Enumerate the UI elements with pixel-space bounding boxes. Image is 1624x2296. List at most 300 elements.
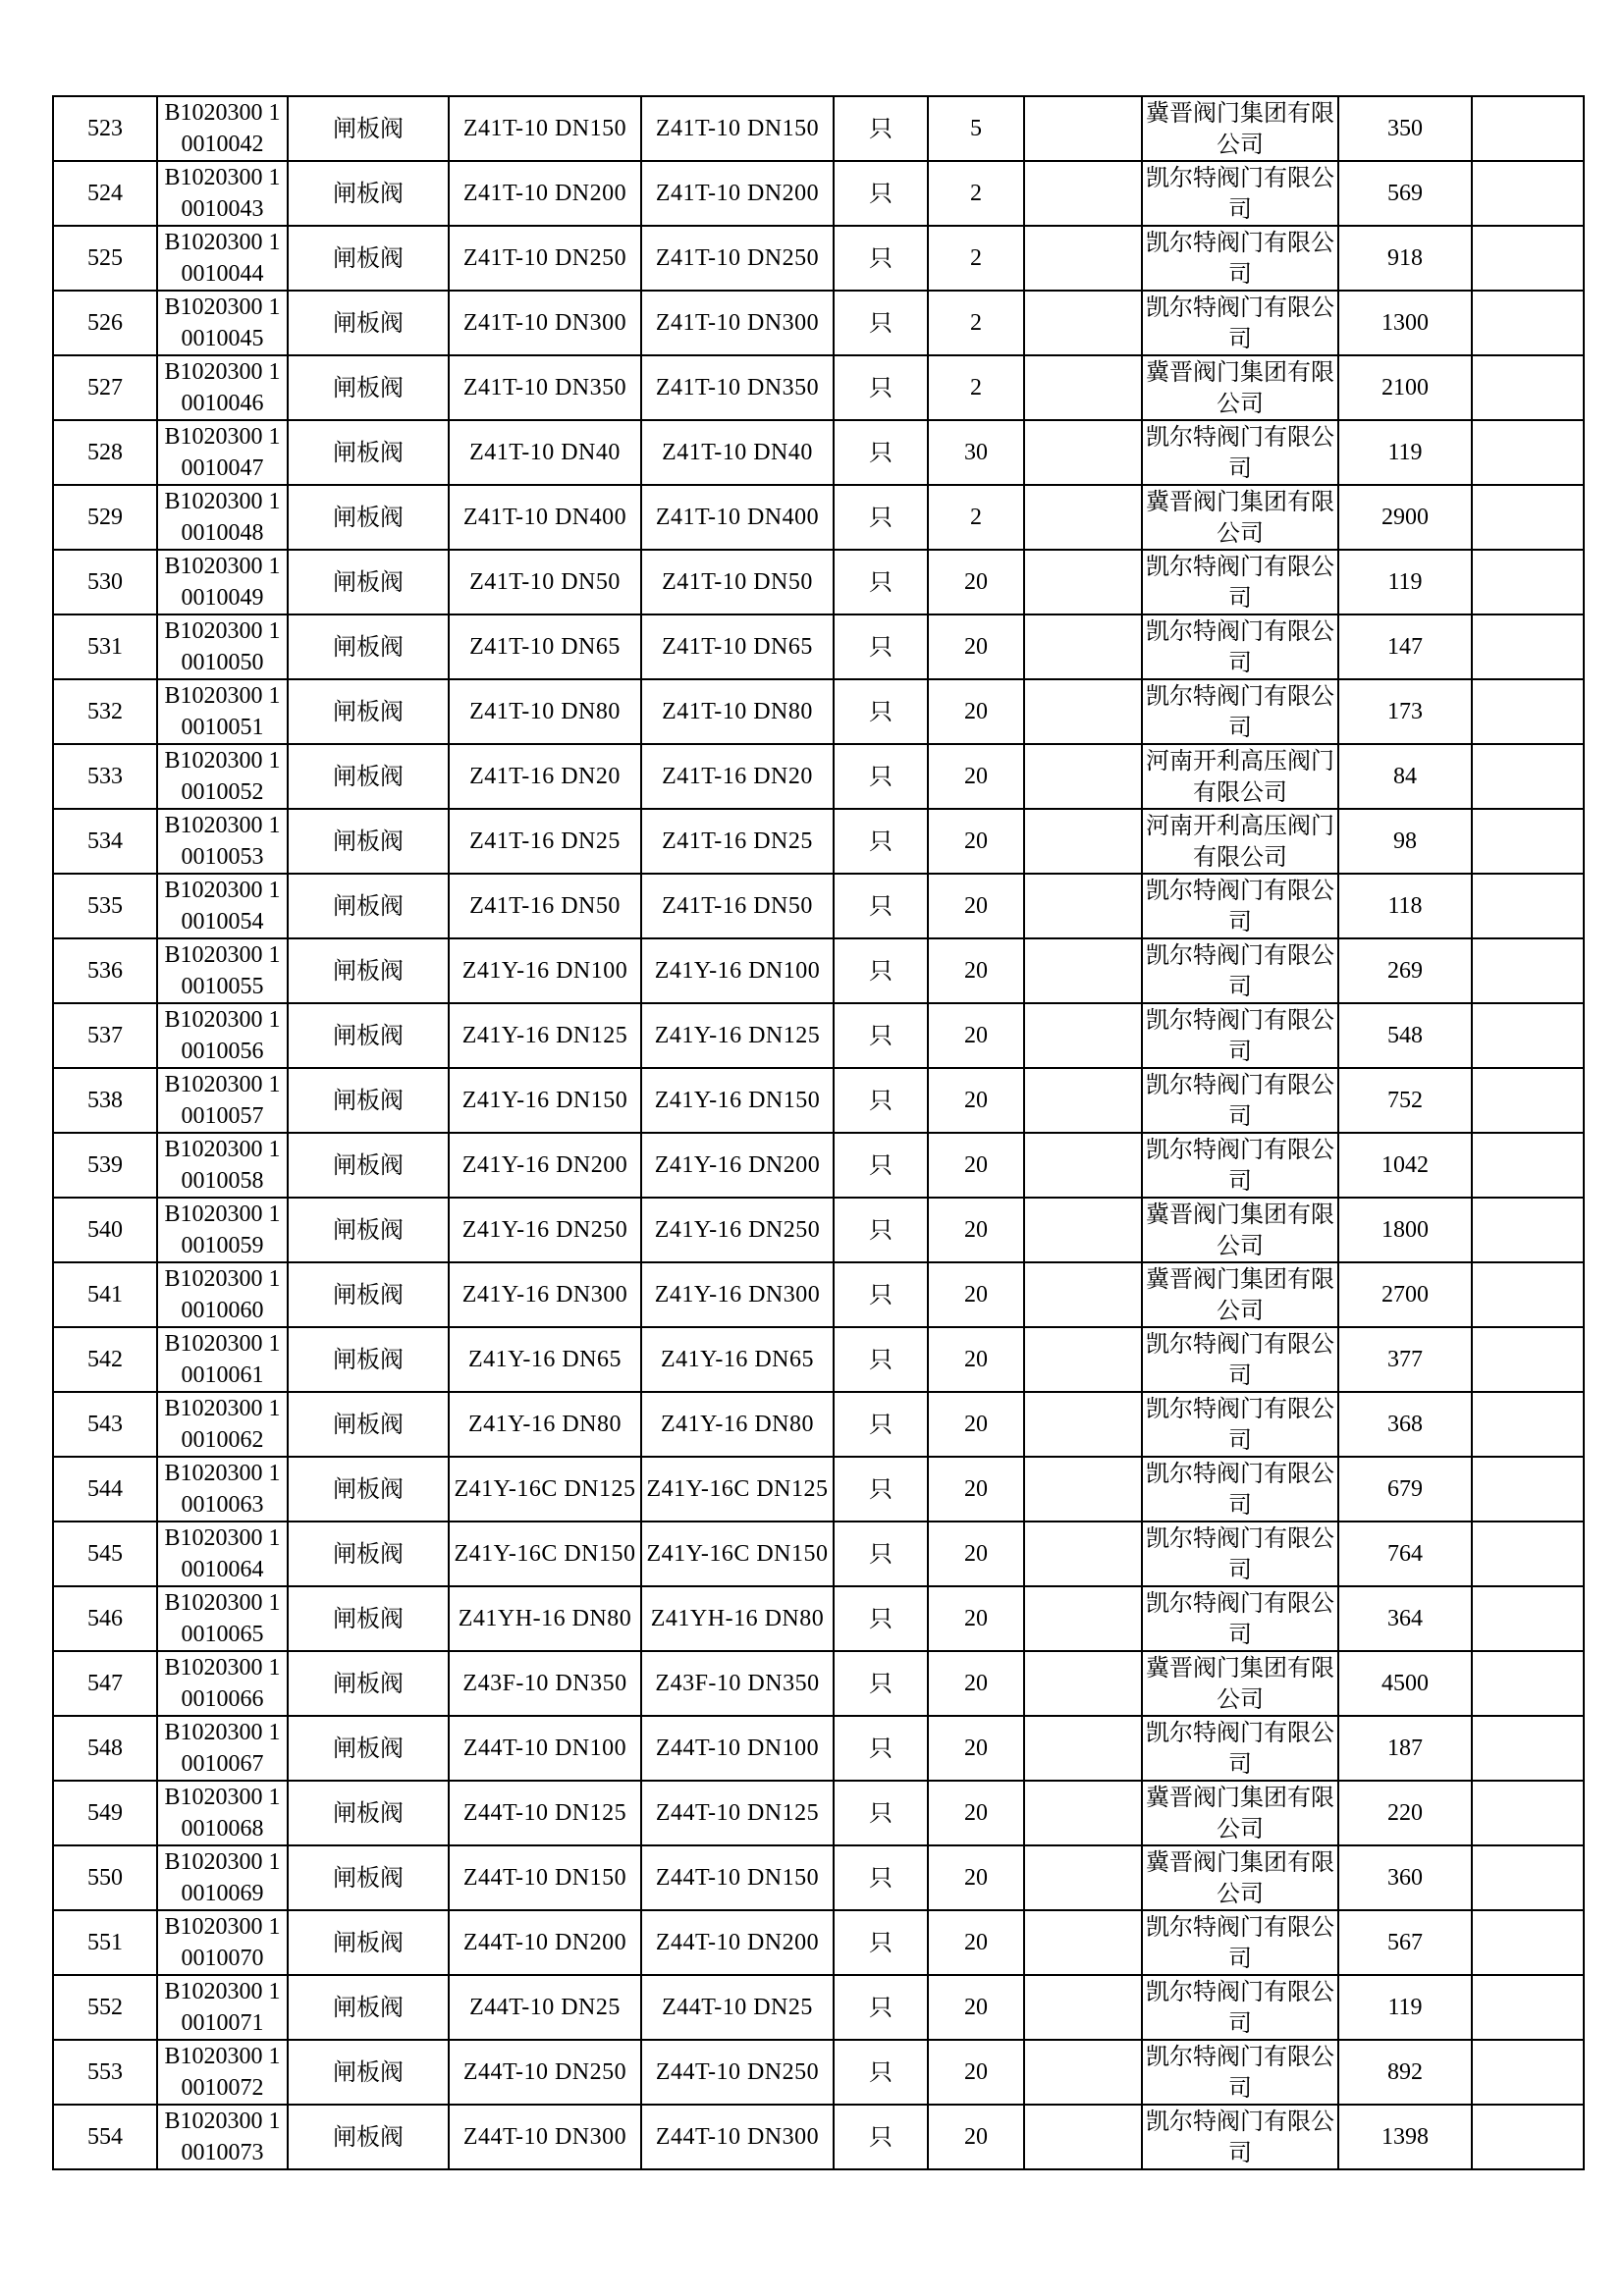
row-number-cell: 547 (53, 1651, 157, 1716)
supplier-name-cell: 冀晋阀门集团有限公司 (1142, 1651, 1338, 1716)
supplier-name-cell: 凯尔特阀门有限公司 (1142, 938, 1338, 1003)
supplier-name-cell: 冀晋阀门集团有限公司 (1142, 96, 1338, 161)
remark-cell (1024, 1975, 1142, 2040)
supplier-name-cell: 凯尔特阀门有限公司 (1142, 1910, 1338, 1975)
table-row (53, 1392, 1584, 1457)
extra-column-cell (1472, 1586, 1584, 1651)
model-number-cell: Z41T-10 DN40 (641, 420, 834, 485)
row-number-cell: 552 (53, 1975, 157, 2040)
quantity-cell: 20 (928, 1133, 1024, 1198)
item-name-cell: 闸板阀 (288, 1327, 449, 1392)
table-body (53, 96, 1584, 2169)
extra-column-cell (1472, 355, 1584, 420)
unit-cell: 只 (834, 226, 928, 291)
supplier-name-cell: 凯尔特阀门有限公司 (1142, 420, 1338, 485)
row-number-cell: 538 (53, 1068, 157, 1133)
row-number-cell: 542 (53, 1327, 157, 1392)
remark-cell (1024, 809, 1142, 874)
supplier-name-cell: 凯尔特阀门有限公司 (1142, 550, 1338, 614)
quantity-cell: 20 (928, 874, 1024, 938)
table-row (53, 1716, 1584, 1781)
remark-cell (1024, 1781, 1142, 1845)
unit-price-cell: 119 (1338, 420, 1472, 485)
material-code-cell: B1020300 10010056 (157, 1003, 288, 1068)
unit-cell: 只 (834, 1327, 928, 1392)
specification-cell: Z41T-10 DN80 (449, 679, 641, 744)
quantity-cell: 20 (928, 1457, 1024, 1522)
item-name-cell: 闸板阀 (288, 161, 449, 226)
extra-column-cell (1472, 161, 1584, 226)
supplier-name-cell: 凯尔特阀门有限公司 (1142, 2105, 1338, 2169)
row-number-cell: 543 (53, 1392, 157, 1457)
row-number-cell: 527 (53, 355, 157, 420)
item-name-cell: 闸板阀 (288, 1133, 449, 1198)
remark-cell (1024, 550, 1142, 614)
row-number-cell: 545 (53, 1522, 157, 1586)
material-code-cell: B1020300 10010048 (157, 485, 288, 550)
remark-cell (1024, 1457, 1142, 1522)
unit-cell: 只 (834, 1522, 928, 1586)
extra-column-cell (1472, 1975, 1584, 2040)
specification-cell: Z41T-10 DN50 (449, 550, 641, 614)
extra-column-cell (1472, 1457, 1584, 1522)
unit-cell: 只 (834, 614, 928, 679)
extra-column-cell (1472, 226, 1584, 291)
model-number-cell: Z44T-10 DN200 (641, 1910, 834, 1975)
supplier-name-cell: 凯尔特阀门有限公司 (1142, 1392, 1338, 1457)
extra-column-cell (1472, 679, 1584, 744)
row-number-cell: 532 (53, 679, 157, 744)
table-row (53, 1975, 1584, 2040)
model-number-cell: Z44T-10 DN300 (641, 2105, 834, 2169)
material-code-cell: B1020300 10010061 (157, 1327, 288, 1392)
item-name-cell: 闸板阀 (288, 1392, 449, 1457)
item-name-cell: 闸板阀 (288, 1781, 449, 1845)
unit-cell: 只 (834, 1975, 928, 2040)
remark-cell (1024, 2105, 1142, 2169)
model-number-cell: Z41Y-16C DN125 (641, 1457, 834, 1522)
extra-column-cell (1472, 1392, 1584, 1457)
material-code-cell: B1020300 10010057 (157, 1068, 288, 1133)
table-row (53, 1262, 1584, 1327)
material-code-cell: B1020300 10010050 (157, 614, 288, 679)
remark-cell (1024, 1133, 1142, 1198)
unit-price-cell: 2100 (1338, 355, 1472, 420)
unit-price-cell: 350 (1338, 96, 1472, 161)
unit-price-cell: 764 (1338, 1522, 1472, 1586)
table-row (53, 420, 1584, 485)
model-number-cell: Z41T-10 DN350 (641, 355, 834, 420)
table-row (53, 874, 1584, 938)
item-name-cell: 闸板阀 (288, 226, 449, 291)
specification-cell: Z41YH-16 DN80 (449, 1586, 641, 1651)
row-number-cell: 548 (53, 1716, 157, 1781)
item-name-cell: 闸板阀 (288, 550, 449, 614)
item-name-cell: 闸板阀 (288, 2105, 449, 2169)
material-code-cell: B1020300 10010049 (157, 550, 288, 614)
remark-cell (1024, 1716, 1142, 1781)
material-code-cell: B1020300 10010064 (157, 1522, 288, 1586)
quantity-cell: 20 (928, 1586, 1024, 1651)
quantity-cell: 20 (928, 679, 1024, 744)
quantity-cell: 20 (928, 1716, 1024, 1781)
supplier-name-cell: 凯尔特阀门有限公司 (1142, 874, 1338, 938)
table-row (53, 355, 1584, 420)
quantity-cell: 2 (928, 291, 1024, 355)
unit-price-cell: 4500 (1338, 1651, 1472, 1716)
item-name-cell: 闸板阀 (288, 874, 449, 938)
material-code-cell: B1020300 10010053 (157, 809, 288, 874)
supplier-name-cell: 河南开利高压阀门有限公司 (1142, 744, 1338, 809)
table-row (53, 1845, 1584, 1910)
supplier-name-cell: 凯尔特阀门有限公司 (1142, 1457, 1338, 1522)
specification-cell: Z41Y-16 DN125 (449, 1003, 641, 1068)
remark-cell (1024, 1392, 1142, 1457)
unit-price-cell: 98 (1338, 809, 1472, 874)
supplier-name-cell: 凯尔特阀门有限公司 (1142, 1586, 1338, 1651)
remark-cell (1024, 744, 1142, 809)
supplier-name-cell: 凯尔特阀门有限公司 (1142, 1975, 1338, 2040)
table-row (53, 226, 1584, 291)
unit-cell: 只 (834, 809, 928, 874)
quantity-cell: 20 (928, 2105, 1024, 2169)
supplier-name-cell: 凯尔特阀门有限公司 (1142, 614, 1338, 679)
model-number-cell: Z44T-10 DN100 (641, 1716, 834, 1781)
model-number-cell: Z41Y-16C DN150 (641, 1522, 834, 1586)
remark-cell (1024, 614, 1142, 679)
unit-cell: 只 (834, 1392, 928, 1457)
table-row (53, 161, 1584, 226)
quantity-cell: 20 (928, 1522, 1024, 1586)
supplier-name-cell: 冀晋阀门集团有限公司 (1142, 485, 1338, 550)
specification-cell: Z44T-10 DN100 (449, 1716, 641, 1781)
material-code-cell: B1020300 10010052 (157, 744, 288, 809)
material-code-cell: B1020300 10010065 (157, 1586, 288, 1651)
model-number-cell: Z41T-10 DN200 (641, 161, 834, 226)
specification-cell: Z44T-10 DN150 (449, 1845, 641, 1910)
row-number-cell: 540 (53, 1198, 157, 1262)
table-row (53, 938, 1584, 1003)
item-name-cell: 闸板阀 (288, 1003, 449, 1068)
item-name-cell: 闸板阀 (288, 96, 449, 161)
row-number-cell: 554 (53, 2105, 157, 2169)
model-number-cell: Z41T-10 DN50 (641, 550, 834, 614)
supplier-name-cell: 冀晋阀门集团有限公司 (1142, 355, 1338, 420)
specification-cell: Z41Y-16 DN200 (449, 1133, 641, 1198)
specification-cell: Z43F-10 DN350 (449, 1651, 641, 1716)
material-code-cell: B1020300 10010063 (157, 1457, 288, 1522)
table-row (53, 809, 1584, 874)
extra-column-cell (1472, 1651, 1584, 1716)
material-code-cell: B1020300 10010058 (157, 1133, 288, 1198)
model-number-cell: Z41T-16 DN20 (641, 744, 834, 809)
unit-cell: 只 (834, 1457, 928, 1522)
supplier-name-cell: 冀晋阀门集团有限公司 (1142, 1198, 1338, 1262)
unit-cell: 只 (834, 2040, 928, 2105)
specification-cell: Z41T-10 DN150 (449, 96, 641, 161)
unit-cell: 只 (834, 161, 928, 226)
unit-price-cell: 220 (1338, 1781, 1472, 1845)
unit-price-cell: 364 (1338, 1586, 1472, 1651)
specification-cell: Z41Y-16 DN300 (449, 1262, 641, 1327)
row-number-cell: 525 (53, 226, 157, 291)
quantity-cell: 20 (928, 1781, 1024, 1845)
supplier-name-cell: 凯尔特阀门有限公司 (1142, 1327, 1338, 1392)
extra-column-cell (1472, 744, 1584, 809)
model-number-cell: Z41Y-16 DN100 (641, 938, 834, 1003)
supplier-name-cell: 凯尔特阀门有限公司 (1142, 1068, 1338, 1133)
supplier-name-cell: 凯尔特阀门有限公司 (1142, 2040, 1338, 2105)
item-name-cell: 闸板阀 (288, 1586, 449, 1651)
table-row (53, 1327, 1584, 1392)
row-number-cell: 539 (53, 1133, 157, 1198)
specification-cell: Z44T-10 DN25 (449, 1975, 641, 2040)
remark-cell (1024, 2040, 1142, 2105)
item-name-cell: 闸板阀 (288, 420, 449, 485)
remark-cell (1024, 96, 1142, 161)
unit-price-cell: 1042 (1338, 1133, 1472, 1198)
valve-price-table (52, 95, 1585, 2170)
material-code-cell: B1020300 10010062 (157, 1392, 288, 1457)
unit-cell: 只 (834, 1262, 928, 1327)
quantity-cell: 2 (928, 485, 1024, 550)
row-number-cell: 550 (53, 1845, 157, 1910)
model-number-cell: Z41Y-16 DN200 (641, 1133, 834, 1198)
remark-cell (1024, 1003, 1142, 1068)
model-number-cell: Z43F-10 DN350 (641, 1651, 834, 1716)
remark-cell (1024, 1845, 1142, 1910)
specification-cell: Z44T-10 DN300 (449, 2105, 641, 2169)
material-code-cell: B1020300 10010066 (157, 1651, 288, 1716)
material-code-cell: B1020300 10010060 (157, 1262, 288, 1327)
row-number-cell: 536 (53, 938, 157, 1003)
specification-cell: Z41T-10 DN250 (449, 226, 641, 291)
extra-column-cell (1472, 614, 1584, 679)
unit-cell: 只 (834, 874, 928, 938)
quantity-cell: 2 (928, 226, 1024, 291)
model-number-cell: Z44T-10 DN25 (641, 1975, 834, 2040)
table-row (53, 1586, 1584, 1651)
model-number-cell: Z41T-10 DN400 (641, 485, 834, 550)
quantity-cell: 2 (928, 161, 1024, 226)
material-code-cell: B1020300 10010046 (157, 355, 288, 420)
row-number-cell: 534 (53, 809, 157, 874)
unit-price-cell: 119 (1338, 1975, 1472, 2040)
item-name-cell: 闸板阀 (288, 1198, 449, 1262)
unit-cell: 只 (834, 550, 928, 614)
row-number-cell: 524 (53, 161, 157, 226)
unit-cell: 只 (834, 679, 928, 744)
material-code-cell: B1020300 10010067 (157, 1716, 288, 1781)
table-row (53, 1068, 1584, 1133)
specification-cell: Z41Y-16 DN250 (449, 1198, 641, 1262)
unit-price-cell: 2900 (1338, 485, 1472, 550)
material-code-cell: B1020300 10010044 (157, 226, 288, 291)
unit-cell: 只 (834, 1910, 928, 1975)
quantity-cell: 20 (928, 1262, 1024, 1327)
item-name-cell: 闸板阀 (288, 809, 449, 874)
unit-price-cell: 119 (1338, 550, 1472, 614)
item-name-cell: 闸板阀 (288, 1716, 449, 1781)
supplier-name-cell: 凯尔特阀门有限公司 (1142, 226, 1338, 291)
material-code-cell: B1020300 10010043 (157, 161, 288, 226)
quantity-cell: 20 (928, 1068, 1024, 1133)
unit-cell: 只 (834, 1133, 928, 1198)
supplier-name-cell: 凯尔特阀门有限公司 (1142, 291, 1338, 355)
item-name-cell: 闸板阀 (288, 1845, 449, 1910)
row-number-cell: 530 (53, 550, 157, 614)
row-number-cell: 529 (53, 485, 157, 550)
material-code-cell: B1020300 10010047 (157, 420, 288, 485)
specification-cell: Z41T-10 DN65 (449, 614, 641, 679)
item-name-cell: 闸板阀 (288, 1651, 449, 1716)
row-number-cell: 526 (53, 291, 157, 355)
supplier-name-cell: 凯尔特阀门有限公司 (1142, 1003, 1338, 1068)
table-row (53, 1003, 1584, 1068)
unit-price-cell: 368 (1338, 1392, 1472, 1457)
model-number-cell: Z41T-16 DN25 (641, 809, 834, 874)
quantity-cell: 20 (928, 1327, 1024, 1392)
quantity-cell: 5 (928, 96, 1024, 161)
unit-price-cell: 752 (1338, 1068, 1472, 1133)
quantity-cell: 20 (928, 1198, 1024, 1262)
extra-column-cell (1472, 1522, 1584, 1586)
model-number-cell: Z41T-10 DN300 (641, 291, 834, 355)
row-number-cell: 523 (53, 96, 157, 161)
unit-price-cell: 679 (1338, 1457, 1472, 1522)
specification-cell: Z41T-10 DN400 (449, 485, 641, 550)
model-number-cell: Z41T-10 DN65 (641, 614, 834, 679)
row-number-cell: 541 (53, 1262, 157, 1327)
extra-column-cell (1472, 1262, 1584, 1327)
extra-column-cell (1472, 550, 1584, 614)
quantity-cell: 20 (928, 614, 1024, 679)
remark-cell (1024, 355, 1142, 420)
quantity-cell: 20 (928, 1845, 1024, 1910)
extra-column-cell (1472, 1910, 1584, 1975)
unit-price-cell: 269 (1338, 938, 1472, 1003)
unit-cell: 只 (834, 2105, 928, 2169)
remark-cell (1024, 226, 1142, 291)
extra-column-cell (1472, 1068, 1584, 1133)
table-row (53, 96, 1584, 161)
extra-column-cell (1472, 809, 1584, 874)
row-number-cell: 528 (53, 420, 157, 485)
extra-column-cell (1472, 1198, 1584, 1262)
item-name-cell: 闸板阀 (288, 614, 449, 679)
unit-price-cell: 187 (1338, 1716, 1472, 1781)
quantity-cell: 20 (928, 744, 1024, 809)
specification-cell: Z44T-10 DN200 (449, 1910, 641, 1975)
quantity-cell: 20 (928, 1975, 1024, 2040)
quantity-cell: 20 (928, 1651, 1024, 1716)
table-row (53, 1781, 1584, 1845)
extra-column-cell (1472, 1716, 1584, 1781)
material-code-cell: B1020300 10010042 (157, 96, 288, 161)
remark-cell (1024, 938, 1142, 1003)
unit-cell: 只 (834, 1586, 928, 1651)
row-number-cell: 553 (53, 2040, 157, 2105)
remark-cell (1024, 1068, 1142, 1133)
supplier-name-cell: 凯尔特阀门有限公司 (1142, 1522, 1338, 1586)
unit-price-cell: 548 (1338, 1003, 1472, 1068)
unit-price-cell: 1800 (1338, 1198, 1472, 1262)
specification-cell: Z41Y-16 DN150 (449, 1068, 641, 1133)
model-number-cell: Z41YH-16 DN80 (641, 1586, 834, 1651)
row-number-cell: 546 (53, 1586, 157, 1651)
quantity-cell: 20 (928, 1910, 1024, 1975)
remark-cell (1024, 874, 1142, 938)
table-row (53, 2040, 1584, 2105)
unit-cell: 只 (834, 1781, 928, 1845)
remark-cell (1024, 1198, 1142, 1262)
quantity-cell: 20 (928, 938, 1024, 1003)
item-name-cell: 闸板阀 (288, 938, 449, 1003)
specification-cell: Z44T-10 DN125 (449, 1781, 641, 1845)
unit-cell: 只 (834, 355, 928, 420)
item-name-cell: 闸板阀 (288, 1457, 449, 1522)
supplier-name-cell: 凯尔特阀门有限公司 (1142, 161, 1338, 226)
quantity-cell: 20 (928, 809, 1024, 874)
extra-column-cell (1472, 291, 1584, 355)
unit-cell: 只 (834, 291, 928, 355)
item-name-cell: 闸板阀 (288, 1522, 449, 1586)
table-row (53, 744, 1584, 809)
extra-column-cell (1472, 420, 1584, 485)
specification-cell: Z41T-16 DN20 (449, 744, 641, 809)
extra-column-cell (1472, 1133, 1584, 1198)
specification-cell: Z41Y-16 DN100 (449, 938, 641, 1003)
unit-price-cell: 84 (1338, 744, 1472, 809)
unit-cell: 只 (834, 1003, 928, 1068)
supplier-name-cell: 冀晋阀门集团有限公司 (1142, 1845, 1338, 1910)
specification-cell: Z41Y-16C DN125 (449, 1457, 641, 1522)
unit-cell: 只 (834, 938, 928, 1003)
table-row (53, 291, 1584, 355)
quantity-cell: 30 (928, 420, 1024, 485)
item-name-cell: 闸板阀 (288, 1975, 449, 2040)
remark-cell (1024, 161, 1142, 226)
item-name-cell: 闸板阀 (288, 1910, 449, 1975)
item-name-cell: 闸板阀 (288, 291, 449, 355)
material-code-cell: B1020300 10010055 (157, 938, 288, 1003)
extra-column-cell (1472, 1845, 1584, 1910)
row-number-cell: 531 (53, 614, 157, 679)
specification-cell: Z41T-10 DN300 (449, 291, 641, 355)
model-number-cell: Z44T-10 DN150 (641, 1845, 834, 1910)
unit-cell: 只 (834, 96, 928, 161)
item-name-cell: 闸板阀 (288, 679, 449, 744)
item-name-cell: 闸板阀 (288, 485, 449, 550)
unit-price-cell: 2700 (1338, 1262, 1472, 1327)
unit-cell: 只 (834, 1716, 928, 1781)
unit-price-cell: 1398 (1338, 2105, 1472, 2169)
extra-column-cell (1472, 96, 1584, 161)
extra-column-cell (1472, 938, 1584, 1003)
extra-column-cell (1472, 485, 1584, 550)
remark-cell (1024, 1651, 1142, 1716)
remark-cell (1024, 1262, 1142, 1327)
row-number-cell: 544 (53, 1457, 157, 1522)
unit-price-cell: 360 (1338, 1845, 1472, 1910)
unit-price-cell: 567 (1338, 1910, 1472, 1975)
unit-cell: 只 (834, 1651, 928, 1716)
unit-cell: 只 (834, 1068, 928, 1133)
row-number-cell: 533 (53, 744, 157, 809)
remark-cell (1024, 420, 1142, 485)
model-number-cell: Z44T-10 DN125 (641, 1781, 834, 1845)
remark-cell (1024, 485, 1142, 550)
